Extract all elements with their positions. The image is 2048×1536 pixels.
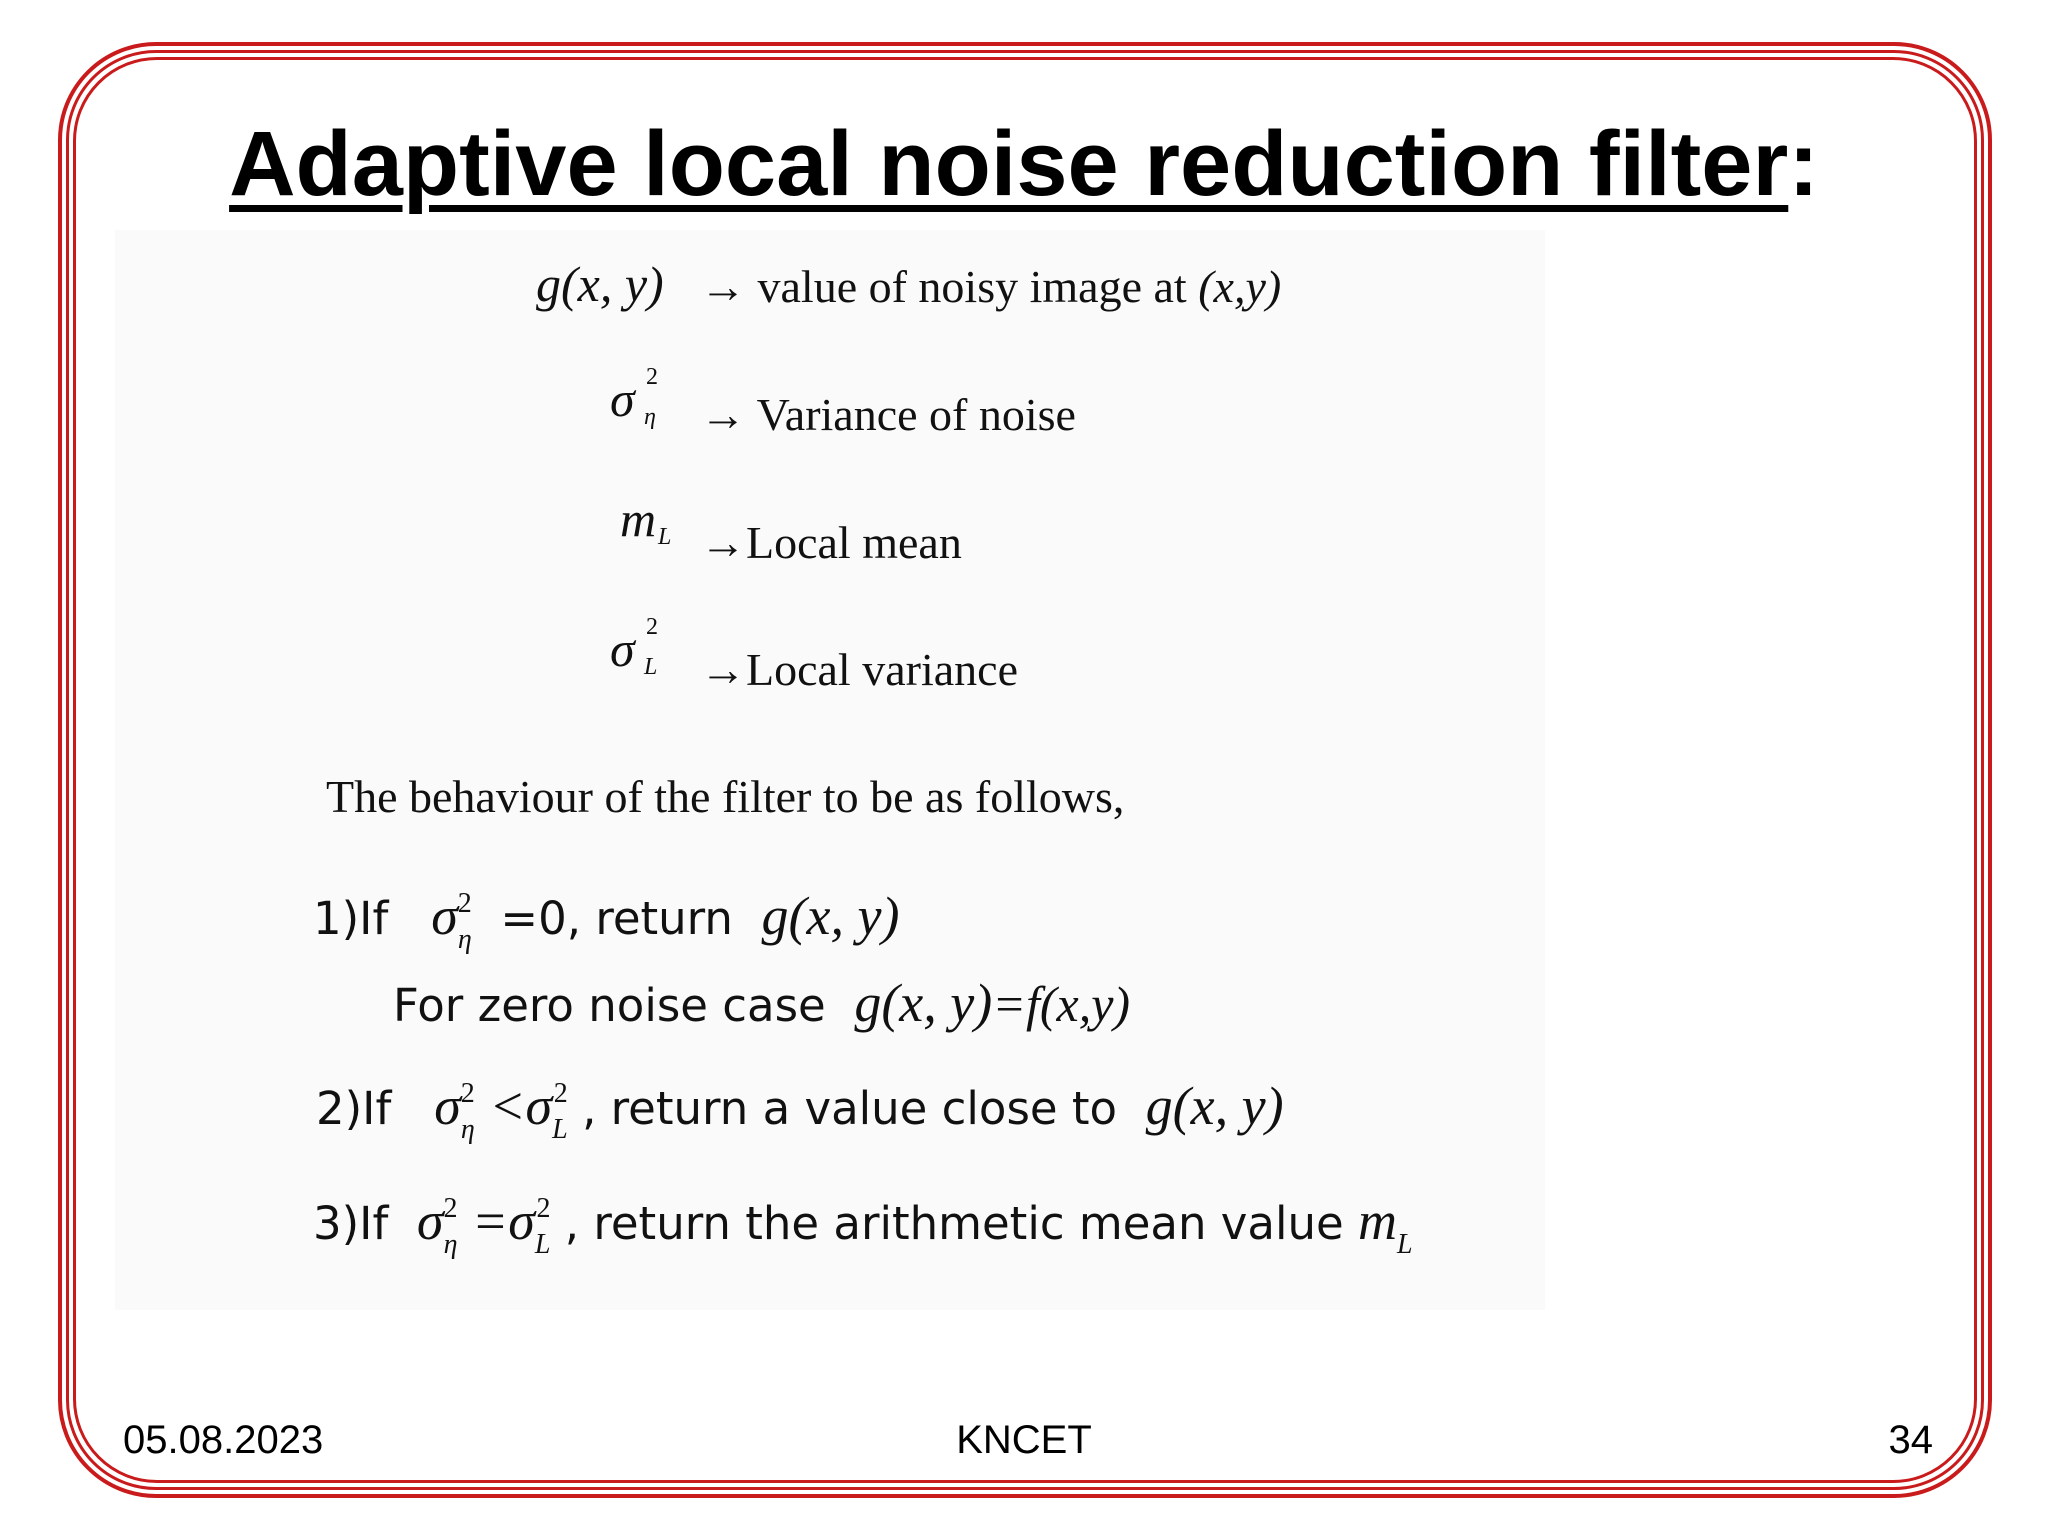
subscript-L: L bbox=[658, 524, 672, 550]
sigma-glyph: σ bbox=[610, 621, 635, 677]
rule-2-text: , return a value close to bbox=[582, 1082, 1118, 1135]
symbol-g-xy bbox=[536, 255, 664, 313]
rule-1-condition: =0, return bbox=[500, 892, 733, 945]
subscript-eta: η bbox=[460, 1114, 475, 1145]
rule-3-result: m bbox=[1358, 1191, 1398, 1251]
arrow-icon: → bbox=[700, 644, 746, 695]
rule-1-note bbox=[393, 972, 1130, 1034]
subscript-eta: η bbox=[443, 1229, 458, 1260]
sigma-glyph: σ bbox=[431, 886, 458, 946]
rule-1 bbox=[313, 885, 900, 955]
subscript-L: L bbox=[534, 1229, 551, 1260]
definition-text: Variance of noise bbox=[756, 389, 1076, 440]
footer-center: KNCET bbox=[956, 1418, 1092, 1462]
rule-3-prefix: 3)If bbox=[313, 1197, 389, 1250]
rule-3-text: , return the arithmetic mean value bbox=[564, 1197, 1344, 1250]
definition-text: value of noisy image at bbox=[757, 261, 1187, 312]
superscript-2: 2 bbox=[553, 1078, 568, 1109]
equals-sign: = bbox=[471, 1191, 509, 1251]
superscript-2: 2 bbox=[460, 1078, 475, 1109]
superscript-2: 2 bbox=[443, 1193, 458, 1224]
rule-1-note-eq: =f(x,y) bbox=[992, 976, 1131, 1032]
subscript-L: L bbox=[644, 654, 658, 680]
footer-page-number: 34 bbox=[1888, 1418, 1933, 1462]
rule-3 bbox=[313, 1190, 1413, 1260]
slide-title-text: Adaptive local noise reduction filter bbox=[229, 113, 1789, 215]
definition-noise-variance bbox=[700, 388, 1076, 441]
subscript-L: L bbox=[552, 1114, 568, 1145]
slide-title-colon: : bbox=[1788, 113, 1819, 215]
subscript-L: L bbox=[1397, 1229, 1413, 1260]
subscript-eta: η bbox=[457, 924, 472, 955]
rule-2-result: g(x, y) bbox=[1145, 1076, 1284, 1136]
sigma-glyph: σ bbox=[525, 1076, 553, 1136]
definition-text: Local mean bbox=[746, 517, 962, 568]
sigma-glyph: σ bbox=[434, 1076, 461, 1136]
definition-text-italic: (x,y) bbox=[1198, 261, 1282, 312]
superscript-2: 2 bbox=[646, 614, 658, 640]
subscript-eta: η bbox=[644, 404, 656, 430]
behaviour-intro: The behaviour of the filter to be as follows, bbox=[326, 771, 1125, 822]
symbol-m-L bbox=[620, 490, 690, 560]
sigma-glyph: σ bbox=[610, 371, 635, 427]
superscript-2: 2 bbox=[536, 1193, 551, 1224]
rule-1-note-text: For zero noise case bbox=[393, 979, 826, 1032]
superscript-2: 2 bbox=[457, 888, 472, 919]
rule-1-note-expr: g(x, y) bbox=[854, 973, 993, 1033]
symbol-sigma-L-sq bbox=[610, 614, 670, 690]
symbol-g-xy-text: g(x, y) bbox=[536, 256, 664, 312]
arrow-icon: → bbox=[700, 389, 746, 440]
arrow-icon: → bbox=[700, 517, 746, 568]
footer-date: 05.08.2023 bbox=[123, 1418, 324, 1462]
arrow-icon: → bbox=[700, 261, 746, 312]
rule-2 bbox=[316, 1075, 1284, 1145]
rule-1-prefix: 1)If bbox=[313, 892, 389, 945]
sigma-glyph: σ bbox=[416, 1191, 444, 1251]
rule-1-result: g(x, y) bbox=[761, 886, 900, 946]
definition-text: Local variance bbox=[746, 644, 1018, 695]
m-glyph: m bbox=[620, 491, 657, 547]
superscript-2: 2 bbox=[646, 364, 658, 390]
less-than-sign: < bbox=[489, 1076, 526, 1136]
definition-local-variance bbox=[700, 643, 1018, 696]
definition-noisy-image bbox=[700, 260, 1281, 313]
rule-2-prefix: 2)If bbox=[316, 1082, 392, 1135]
definition-local-mean bbox=[700, 516, 962, 569]
sigma-glyph: σ bbox=[508, 1191, 535, 1251]
symbol-sigma-eta-sq bbox=[610, 364, 670, 440]
slide-title bbox=[0, 112, 2048, 217]
